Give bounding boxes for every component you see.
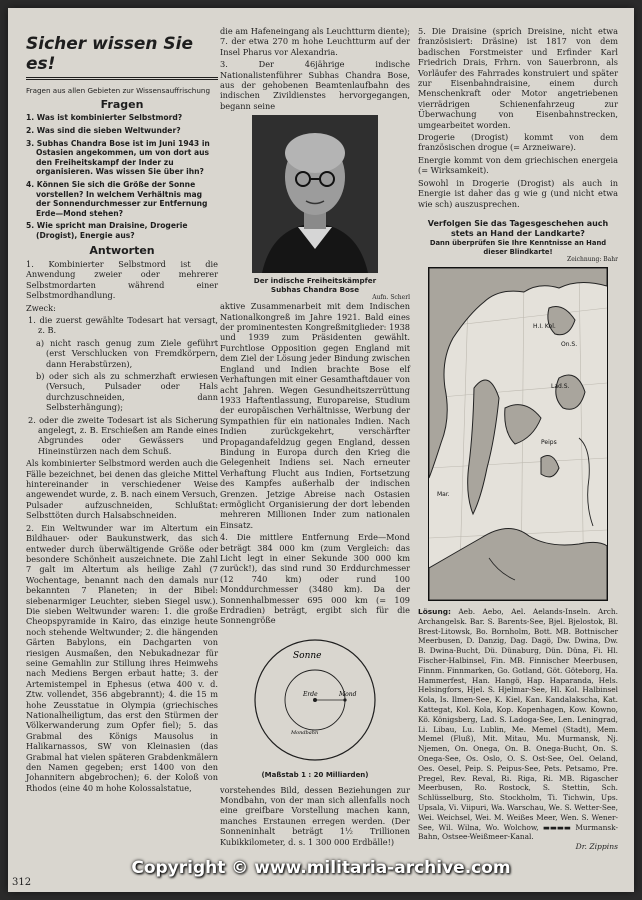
label-moon: Mond (339, 690, 357, 698)
article-subtitle: Fragen aus allen Gebieten zur Wissensauffrischung (26, 86, 211, 95)
answer-paragraph: Sowohl in Drogerie (Drogist) als auch in Energie ist daher das g wie g (und nicht etwa wie sch) auszusprechen. (418, 177, 618, 209)
answer-paragraph: die am Hafeneingang als Leuchtturm diente); 7. der etwa 270 m hohe Leuchtturm auf der Insel Pharus vor Alexandria. (220, 26, 410, 57)
author-signature: Dr. Zippins (575, 842, 618, 852)
map-label: Lad.S. (551, 383, 570, 391)
portrait-illustration (252, 115, 378, 273)
solution-label: Lösung: (418, 607, 451, 617)
answer-paragraph: Als kombinierter Selbstmord werden auch die Fälle bezeichnet, bei denen das gleiche Mittel hintereinander in verschiedener Weise angewendet wurde, z. B. nach einem Versuch, Pulsader aufzuschneiden, Schlußtat: Selbsttöten durch Halsabschneiden. (26, 458, 218, 521)
answer-paragraph: Drogerie (Drogist) kommt von dem französischen drogue (= Arzneiware). (418, 132, 618, 153)
label-orbit: Mondbahn (291, 729, 319, 736)
map-solution (418, 607, 618, 842)
answer-paragraph: 4. Die mittlere Entfernung Erde—Mond beträgt 384 000 km (zum Vergleich: das Licht legt in einer Sekunde 300 000 km zurück!), das sind rund 30 Erddurchmesser (12 740 km) oder rund 100 Monddurchmesser (3480 km). Da der Sonnenhalbmesser 695 000 km (= 109 Erdradien) beträgt, ergibt sich für die Sonnengröße (220, 532, 410, 626)
magazine-page (8, 8, 634, 892)
answer-paragraph: vorstehendes Bild, dessen Beziehungen zur Mondbahn, von der man sich allenfalls noch eine greifbare Vorstellung machen kann, manches Erstaunen erregen werden. (Der Sonneninhalt beträgt 1½ Trillionen Kubikkilometer, d. s. 1 300 000 Erdbälle!) (220, 784, 410, 847)
answer-paragraph: 5. Die Draisine (sprich Dreisine, nicht etwa französisiert: Dräsine) ist 1817 von dem badischen Forstmeister und Erfinder Karl Friedrich Drais, Frhrn. von Sauerbronn, als Vorläufer des Fahrrades konstruiert und später zur Eisenbahndraisine, einem durch Menschenkraft oder Motor angetriebenen vierrädrigen Schienenfahrzeug zur Überwachung von Eisenbahnstrecken, umgearbeitet worden. (418, 26, 618, 130)
answer-paragraph: 2. oder die zweite Todesart ist als Sicherung angelegt, z. B. Erschießen am Rande eines Abgrundes oder Gewässers und Hineinstürzen nach dem Schuß. (28, 414, 218, 456)
solution-tail: Murmansk-Bahn, Ostsee-Weißmeer-Kanal. (418, 822, 618, 842)
question-item: 5. Wie spricht man Draisine, Drogerie (Drogist), Energie aus? (26, 221, 188, 240)
column-right (418, 26, 618, 853)
map-credit: Zeichnung: Bahr (567, 256, 618, 264)
blind-map-drawing (429, 268, 607, 600)
label-earth: Erde (303, 690, 318, 698)
photo-caption: Der indische Freiheitskämpfer (253, 276, 377, 286)
sun-moon-figure (235, 634, 395, 781)
map-label: On.S. (561, 341, 578, 349)
figure-caption: (Maßstab 1 : 20 Milliarden) (261, 771, 369, 780)
answer-paragraph: Energie kommt von dem griechischen energeia (= Wirksamkeit). (418, 154, 618, 176)
answer-paragraph: 2. Ein Weltwunder war im Altertum ein Bildhauer- oder Baukunstwerk, das sich entweder durch überwältigende Größe oder besondere Schönheit auszeichnete. Die Zahl 7 galt im Altertum als heilige Zahl (7 Wochentage, benannt nach den damals nur bekannten 7 Planeten; in der Bibel: siebenarmiger Leuchter, sieben Siegel usw.). Die sieben Weltwunder waren: 1. die große Cheopspyramide in Kairo, das einzige heute noch stehende Weltwunder; 2. die hängenden Gärten Babylons, ein Dachgarten von riesigen Ausmaßen, den Nebukadnezar für seine Gemahlin zur Stillung ihres Heimwehs nach Mediens Bergen erbaut hatte; 3. der Artemistempel in Ephesus (etwa 400 v. d. Ztw. vollendet, 356 abgebrannt); 4. die 15 m hohe Zeusstatue in Olympia (griechisches Nationalheiligtum, das erst den Stürmen der Völkerwanderung zum Opfer fiel); 5. das Grabmal des Königs Mausolus in Halikarnassos, SW von Kleinasien (das Grabmal hat vielen späteren Grabdenkmälern den Namen gegeben; erst 1400 von den Johannitern abgebrochen); 6. der Koloß von Rhodos (eine 40 m hohe Kolossalstatue, (26, 522, 218, 793)
label-sun: Sonne (293, 650, 322, 661)
solution-text: Aeb. Aebo, Ael. Aelands-Inseln. Arch. Archangelsk. Bar. S. Barents-See, Bjel. Bjelostok, Bl. Brest-Litowsk, Bo. Bornholm, Bott. MB. Bottnischer Meerbusen, D. Danzig, Dag. Dagö, Dw. Dwina, Dw. B. Dwina-Bucht, Dü. Dünaburg, Dün. Düna, Fi. Hl. Fischer-Halbinsel, Fin. MB. Finnischer Meerbusen, Finnm. Finnmarken, Go. Gotland, Göt. Göteborg, Ha. Hammerfest, Han. Hangö, Hap. Haparanda, Hels. Helsingfors, Hjel. S. Hjelmar-See, Hl. Kol. Halbinsel Kola, Is. Ilmen-See, K. Kiel, Kan. Kandalakscha, Kat. Kattegat, Kol. Kola, Kop. Kopenhagen, Kow. Kowno, Kö. Königsberg, Lad. S. Ladoga-See, Len. Leningrad, Li. Libau, Lu. Lublin, Me. Memel (Stadt), Mem. Memel (Fluß), Mit. Mitau, Mu. Murmansk, Nj. Njemen, On. Onega, On. B. Onega-Bucht, On. S. Onega-See, Os. Oslo, O. S. Ost-See, Oel. Oeland, Oes. Oesel, Peip. S. Peipus-See, Pets. Petsamo, Pre. Pregel, Rev. Reval, Ri. Riga, Ri. MB. Rigascher Meerbusen, Ro. Rostock, S. Stettin, Sch. Schlüsselburg, Sto. Stockholm, Ti. Tichwin, Ups. Upsala, Vi. Viipuri, Wa. Warschau, We. S. Wetter-See, Wei. Weichsel, Wei. M. Weißes Meer, Wen. S. Wener-See, Wil. Wilna, Wo. Wolchow, (418, 607, 618, 832)
map-label: Mar. (437, 491, 450, 499)
answer-paragraph: 1. Kombinierter Selbstmord ist die Anwendung zweier oder mehrerer Selbstmordarten während einer Selbstmordhandlung. (26, 258, 218, 301)
photo-caption: Subhas Chandra Bose (270, 285, 360, 295)
answer-paragraph: b) oder sich als zu schmerzhaft erwiesen (Versuch, Pulsader oder Hals durchzuschneiden, dann Selbsterhängung); (36, 371, 218, 413)
column-middle (220, 26, 410, 849)
question-item: 3. Subhas Chandra Bose ist im Juni 1943 in Ostasien angekommen, um von dort aus den Freiheitskampf der Inder zu organisieren. Was wissen Sie über ihn? (26, 138, 210, 177)
map-label: Peips (541, 439, 557, 447)
map-label: H.I. Kol. (533, 323, 556, 331)
map-title: Verfolgen Sie das Tagesgeschehen auch stets an Hand der Landkarte? (427, 218, 609, 238)
photo-credit: Aufn. Scherl (372, 294, 410, 302)
page-number: 312 (12, 877, 32, 888)
question-item: 1. Was ist kombinierter Selbstmord? (26, 113, 183, 123)
question-item: 4. Können Sie sich die Größe der Sonne vorstellen? In welchem Verhältnis mag der Sonnendurchmesser zur Entfernung Erde—Mond stehen? (26, 179, 208, 218)
answer-paragraph: Zweck: (26, 302, 56, 313)
question-item: 2. Was sind die sieben Weltwunder? (26, 126, 181, 135)
answer-paragraph: 1. die zuerst gewählte Todesart hat versagt, z. B. (28, 314, 218, 336)
blind-map (428, 267, 608, 601)
column-left (26, 26, 218, 795)
answer-paragraph: 3. Der 46jährige indische Nationalistenführer Subhas Chandra Bose, aus der gehobenen Beamtenlaufbahn des indischen Zivildienstes hervorgegangen, begann seine (220, 59, 410, 111)
questions-heading: Fragen (100, 98, 144, 111)
railway-symbol: ▬▬▬▬ (543, 822, 571, 832)
copyright-watermark: Copyright © www.militaria-archive.com (131, 858, 511, 878)
answer-paragraph: aktive Zusammenarbeit mit dem Indischen Nationalkongreß im Jahre 1921. Bald eines der prominentesten Kongreßmitglieder: 1938 und 1939 zum Präsidenten gewählt. Furchtlose Opposition gegen England mit dem Ziel der Lösung jeder Bindung zwischen England und Indien brachte Bose elf Verhaftungen mit einer Gesamthaftdauer von acht Jahren. Wegen Gesundheitszerrüttung 1933 Haftentlassung, Europareise, Studium der europäischen Verhältnisse, Werbung der Sympathien für ein nationales Indien. Nach Indien zurückgekehrt, verschärfter Propagandafeldzug gegen England, dessen Bindung in Europa durch den Krieg die Gelegenheit Indiens sei. Nach erneuter Verhaftung Flucht aus Indien, Fortsetzung des Kampfes außerhalb der indischen Grenzen. Jetzige Abreise nach Ostasien ermöglicht Organisierung der dort lebenden mehreren Millionen Inder zum nationalen Einsatz. (220, 301, 410, 530)
answer-paragraph: a) nicht rasch genug zum Ziele geführt (erst Verschlucken von Fremdkörpern, dann Herabstürzen), (36, 337, 218, 369)
sun-diagram (235, 634, 395, 766)
article-title: Sicher wissen Sie es! (26, 34, 218, 80)
map-subtitle: Dann überprüfen Sie Ihre Kenntnisse an Hand dieser Blindkarte! (429, 238, 607, 256)
portrait-photo (252, 115, 378, 273)
answers-heading: Antworten (89, 243, 155, 257)
